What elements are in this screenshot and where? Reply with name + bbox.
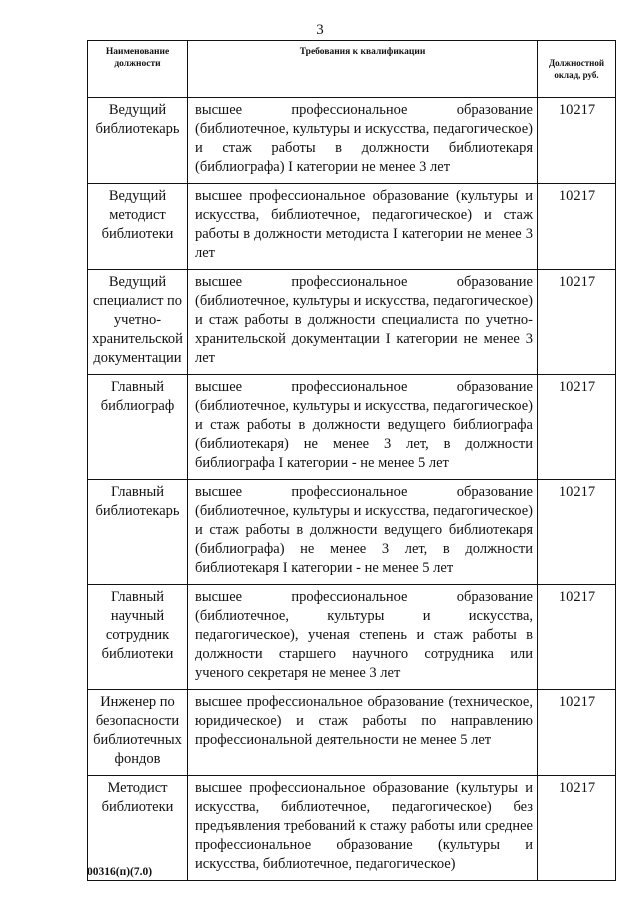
qualification-table [87, 40, 616, 881]
salary-value: 10217 [538, 690, 616, 776]
table-row [88, 585, 616, 690]
qualification-requirements: высшее профессиональное образование (библиотечное, культуры и искусства, педагогическое) и стаж работы в должности ведущего библиотекаря (библиографа) не менее 3 лет, в должности библиотекаря I категории - не менее 5 лет [188, 480, 538, 585]
qualification-requirements: высшее профессиональное образование (библиотечное, культуры и искусства, педагогическое) и стаж работы в должности библиотекаря (библиографа) I категории не менее 3 лет [188, 98, 538, 184]
qualification-requirements: высшее профессиональное образование (библиотечное, культуры и искусства, педагогическое), ученая степень и стаж работы в должности старшего научного сотрудника или ученого секретаря не менее 3 лет [188, 585, 538, 690]
position-name: Ведущий специалист по учетно-хранительской документации [88, 270, 188, 375]
header-requirements: Требования к квалификации [188, 41, 538, 98]
position-name: Главный научный сотрудник библиотеки [88, 585, 188, 690]
position-name: Методист библиотеки [88, 776, 188, 881]
document-code: 00316(п)(7.0) [87, 866, 153, 878]
salary-value: 10217 [538, 480, 616, 585]
position-name: Ведущий библиотекарь [88, 98, 188, 184]
header-salary: Должностной оклад, руб. [538, 41, 616, 98]
salary-value: 10217 [538, 98, 616, 184]
position-name: Главный библиотекарь [88, 480, 188, 585]
table-row [88, 184, 616, 270]
qualification-requirements: высшее профессиональное образование (культуры и искусства, библиотечное, педагогическое) без предъявления требований к стажу работы или среднее профессиональное образование (культуры и искусства, библиотечное, педагогическое) [188, 776, 538, 881]
position-name: Главный библиограф [88, 375, 188, 480]
qualification-requirements: высшее профессиональное образование (библиотечное, культуры и искусства, педагогическое) и стаж работы в должности специалиста по учетно-хранительской документации I категории не менее 3 лет [188, 270, 538, 375]
table-row [88, 375, 616, 480]
qualification-requirements: высшее профессиональное образование (техническое, юридическое) и стаж работы по направлению профессиональной деятельности не менее 5 лет [188, 690, 538, 776]
table-header-row [88, 41, 616, 98]
header-position-name: Наименование должности [88, 41, 188, 98]
table-row [88, 270, 616, 375]
position-name: Ведущий методист библиотеки [88, 184, 188, 270]
qualification-requirements: высшее профессиональное образование (библиотечное, культуры и искусства, педагогическое) и стаж работы в должности ведущего библиографа (библиотекаря) не менее 3 лет, в должности библиографа I категории - не менее 5 лет [188, 375, 538, 480]
salary-value: 10217 [538, 270, 616, 375]
salary-value: 10217 [538, 585, 616, 690]
salary-value: 10217 [538, 375, 616, 480]
table-row [88, 690, 616, 776]
page-number: 3 [316, 22, 324, 38]
salary-value: 10217 [538, 776, 616, 881]
qualification-requirements: высшее профессиональное образование (культуры и искусства, библиотечное, педагогическое) и стаж работы в должности методиста I категории не менее 3 лет [188, 184, 538, 270]
position-name: Инженер по безопасности библиотечных фондов [88, 690, 188, 776]
table-row [88, 480, 616, 585]
table-row [88, 98, 616, 184]
salary-value: 10217 [538, 184, 616, 270]
table-row [88, 776, 616, 881]
